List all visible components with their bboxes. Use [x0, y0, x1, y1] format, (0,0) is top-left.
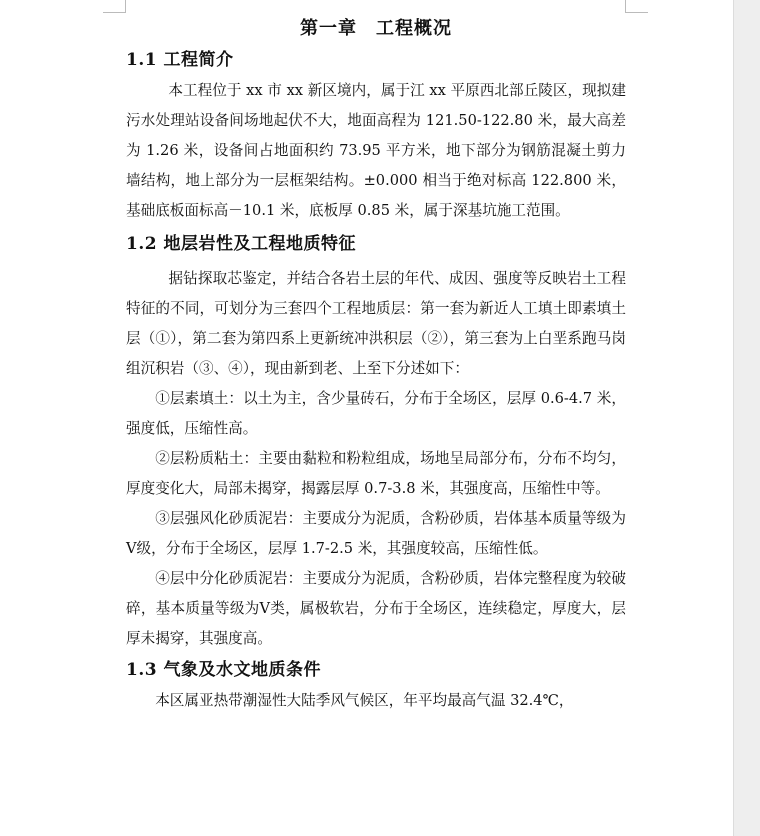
page-corner-mark-right [625, 0, 648, 13]
paragraph: ④层中分化砂质泥岩：主要成分为泥质，含粉砂质，岩体完整程度为较破碎，基本质量等级为Ⅴ类，属极软岩，分布于全场区，连续稳定，厚度大，层厚未揭穿，其强度高。 [126, 570, 626, 647]
paragraph: 本区属亚热带潮湿性大陆季风气候区，年平均最高气温 32.4℃， [155, 692, 574, 709]
paragraph: ②层粉质粘土：主要由黏粒和粉粒组成，场地呈局部分布，分布不均匀，厚度变化大，局部未揭穿，揭露层厚 0.7-3.8 米，其强度高，压缩性中等。 [126, 450, 626, 497]
page-corner-mark-left [103, 0, 126, 13]
vertical-scrollbar[interactable] [733, 0, 760, 836]
section-heading-1-1: 1.1 工程简介 [126, 50, 234, 70]
document-body [126, 14, 626, 716]
paragraph: 本工程位于 xx 市 xx 新区境内，属于江 xx 平原西北部丘陵区，现拟建污水处理站设备间场地起伏不大，地面高程为 121.50-122.80 米，最大高差为 1.26 米，设备间占地面积约 73.95 平方米，地下部分为钢筋混凝土剪力墙结构，地上部分为一层框架结构。±0.000 相当于绝对标高 122.800 米，基础底板面标高－10.1 米，底板厚 0.85 米，属于深基坑施工范围。 [126, 82, 626, 219]
paragraph: ①层素填土：以土为主，含少量砖石，分布于全场区，层厚 0.6-4.7 米，强度低，压缩性高。 [126, 390, 626, 437]
paragraph: ③层强风化砂质泥岩：主要成分为泥质，含粉砂质，岩体基本质量等级为Ⅴ级，分布于全场区，层厚 1.7-2.5 米，其强度较高，压缩性低。 [126, 510, 626, 557]
paragraph: 据钻探取芯鉴定，并结合各岩土层的年代、成因、强度等反映岩土工程特征的不同，可划分为三套四个工程地质层：第一套为新近人工填土即素填土层（①），第二套为第四系上更新统冲洪积层（②），第三套为上白垩系跑马岗组沉积岩（③、④），现由新到老、上至下分述如下： [126, 270, 626, 377]
section-heading-1-2: 1.2 地层岩性及工程地质特征 [126, 234, 356, 254]
chapter-title: 第一章 工程概况 [300, 18, 452, 39]
section-heading-1-3: 1.3 气象及水文地质条件 [126, 660, 321, 680]
